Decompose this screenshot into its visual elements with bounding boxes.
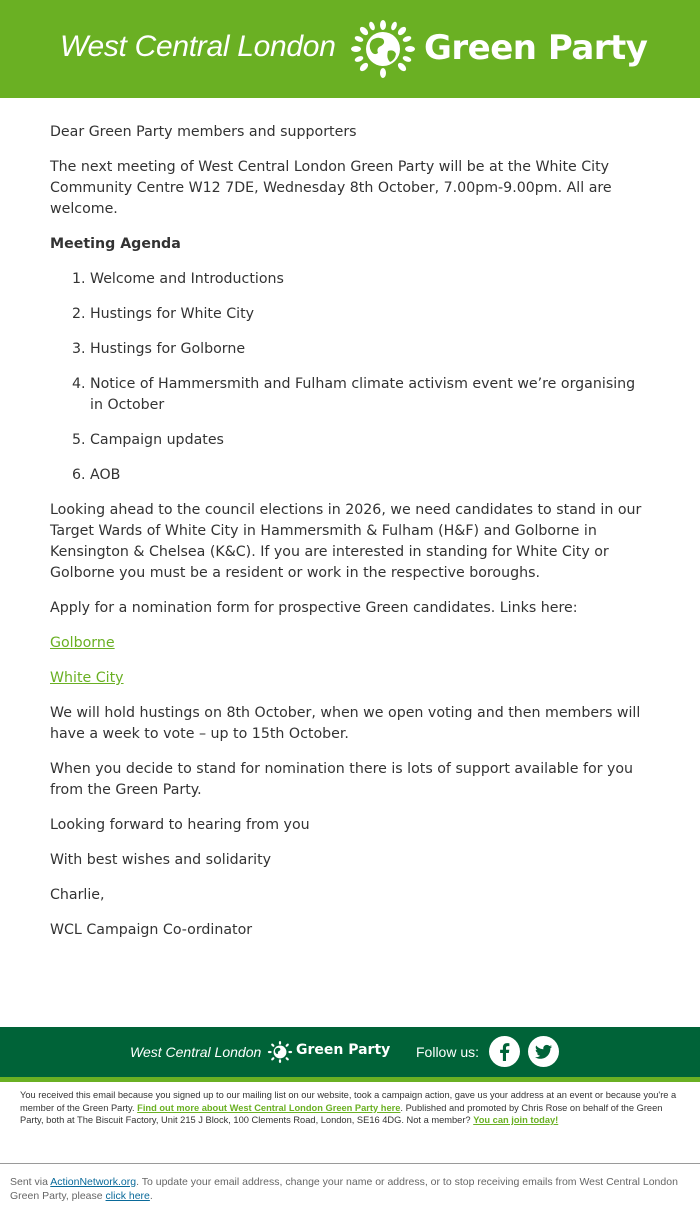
- looking-forward: Looking forward to hearing from you: [50, 817, 310, 833]
- sent-via-text: . To update your email address, change your name or address, or to stop receiving emails from West Central London Green Party, please: [10, 1176, 678, 1202]
- footer-fine-print: [20, 1089, 682, 1127]
- find-out-more-link[interactable]: Find out more about West Central London Green Party here: [137, 1102, 401, 1113]
- agenda-item: 2. Hustings for White City: [90, 304, 650, 325]
- intro-paragraph: The next meeting of West Central London Green Party will be at the White City Community Centre W12 7DE, Wednesday 8th October, 7.00pm-9.00pm. All are welcome.: [50, 159, 612, 217]
- sent-via-notice: [10, 1175, 690, 1203]
- agenda-item: 5. Campaign updates: [90, 430, 650, 451]
- hustings-paragraph: We will hold hustings on 8th October, when we open voting and then members will have a week to vote – up to 15th October.: [50, 705, 641, 742]
- white-city-link-row: [50, 668, 650, 689]
- agenda-item: 3. Hustings for Golborne: [90, 339, 650, 360]
- header-left-text: West Central London: [60, 30, 336, 63]
- golborne-link[interactable]: Golborne: [50, 635, 115, 651]
- unsubscribe-link[interactable]: click here: [105, 1190, 150, 1202]
- fine-print-text-1: You received this email because you signed up to our mailing list on our website, took a campaign action, gave us your address at an event or because you're a member of the Green Party.: [20, 1090, 677, 1113]
- footer-globe-logo-icon: [266, 1041, 294, 1063]
- golborne-link-row: [50, 633, 650, 654]
- green-party-globe-logo-icon: [350, 20, 416, 78]
- follow-us-label: Follow us:: [416, 1044, 480, 1060]
- actionnetwork-link[interactable]: ActionNetwork.org: [50, 1176, 137, 1188]
- email-header: [0, 0, 700, 98]
- signature-name: Charlie,: [50, 887, 105, 903]
- agenda-item: 4. Notice of Hammersmith and Fulham climate activism event we’re organising in October: [90, 374, 650, 416]
- support-paragraph: When you decide to stand for nomination there is lots of support available for you from the Green Party.: [50, 761, 634, 798]
- sent-via-label: Sent via: [10, 1176, 48, 1188]
- agenda-heading: Meeting Agenda: [50, 236, 181, 252]
- footer-band: [0, 1027, 700, 1082]
- fine-print-text-2: . Published and promoted by Chris Rose on behalf of the Green Party, both at The Biscuit Factory, Unit 215 J Block, 100 Clements Road, London, SE16 4DG. Not a member?: [20, 1102, 663, 1125]
- agenda-list: [50, 269, 650, 486]
- sent-period: .: [149, 1190, 153, 1202]
- email-body: [0, 98, 700, 941]
- footer-left-text: West Central London: [130, 1044, 262, 1060]
- white-city-link[interactable]: White City: [50, 670, 124, 686]
- facebook-icon[interactable]: [489, 1036, 520, 1067]
- agenda-item: 1. Welcome and Introductions: [90, 269, 650, 290]
- join-today-link[interactable]: You can join today!: [473, 1115, 559, 1125]
- apply-paragraph: Apply for a nomination form for prospective Green candidates. Links here:: [50, 600, 578, 616]
- footer-right-text: Green Party: [296, 1042, 391, 1058]
- agenda-item: 6. AOB: [90, 465, 650, 486]
- elections-paragraph: Looking ahead to the council elections in 2026, we need candidates to stand in our Target Wards of White City in Hammersmith & Fulham (H&F) and Golborne in Kensington & Chelsea (K&C). If you are interested in standing for White City or Golborne you must be a resident or work in the respective boroughs.: [50, 502, 642, 581]
- sign-off: With best wishes and solidarity: [50, 852, 272, 868]
- twitter-icon[interactable]: [528, 1036, 559, 1067]
- header-right-text: Green Party: [424, 28, 648, 68]
- footer-divider: [0, 1163, 700, 1164]
- greeting: Dear Green Party members and supporters: [50, 124, 357, 140]
- signature-role: WCL Campaign Co-ordinator: [50, 922, 253, 938]
